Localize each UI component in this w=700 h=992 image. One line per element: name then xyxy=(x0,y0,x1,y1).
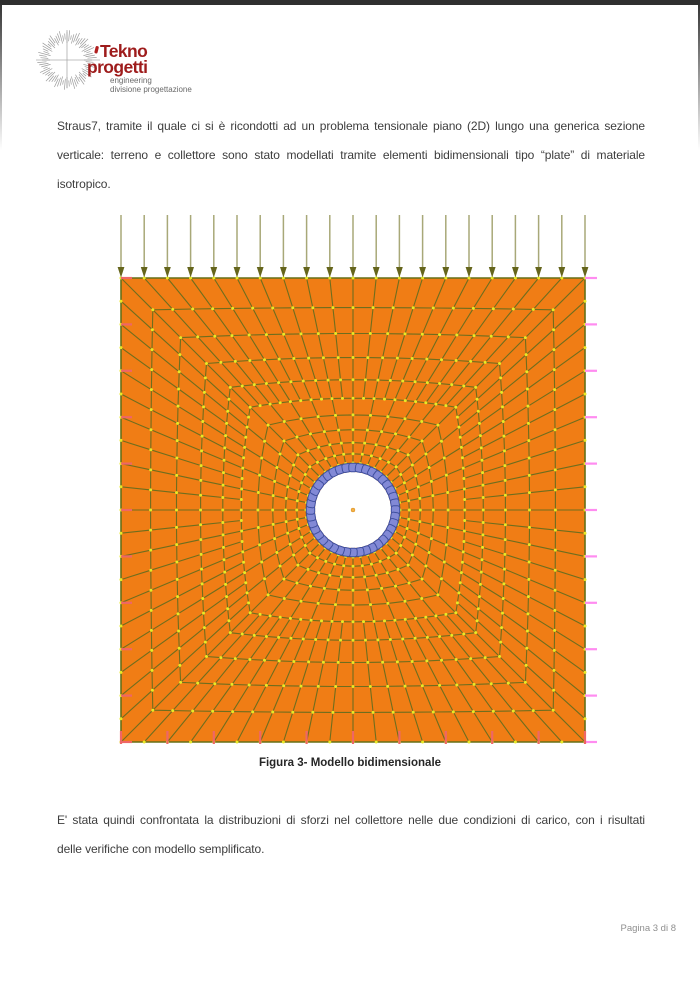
paragraph-line: Straus7, tramite il quale ci si è ricondotti ad un problema tensionale piano (2D) lungo una generica sezione xyxy=(57,119,645,133)
logo-subtitle-line2: divisione progettazione xyxy=(110,85,192,94)
figure-caption: Figura 3- Modello bidimensionale xyxy=(258,757,442,769)
fem-mesh-figure xyxy=(0,210,700,770)
logo-name-line1: Tekno xyxy=(100,41,148,61)
logo-name-line2: progetti xyxy=(87,57,148,77)
paragraph-intro xyxy=(57,112,645,199)
paragraph-line: verticale: terreno e collettore sono stato modellati tramite elementi bidimensionali tipo “plate” di materiale xyxy=(57,148,645,162)
paragraph-conclusion xyxy=(57,806,645,864)
paragraph-line: isotropico. xyxy=(57,177,111,191)
logo-subtitle-line1: engineering xyxy=(110,76,152,85)
tekno-progetti-logo xyxy=(34,22,274,102)
logo-accent-mark xyxy=(94,46,99,54)
page-left-edge xyxy=(0,0,2,150)
paragraph-line: delle verifiche con modello semplificato. xyxy=(57,842,265,856)
page-top-edge xyxy=(0,0,700,5)
paragraph-line: E' stata quindi confrontata la distribuzioni di sforzi nel collettore nelle due condizioni di carico, con i risultati xyxy=(57,813,645,827)
page-number: Pagina 3 di 8 xyxy=(620,923,676,934)
